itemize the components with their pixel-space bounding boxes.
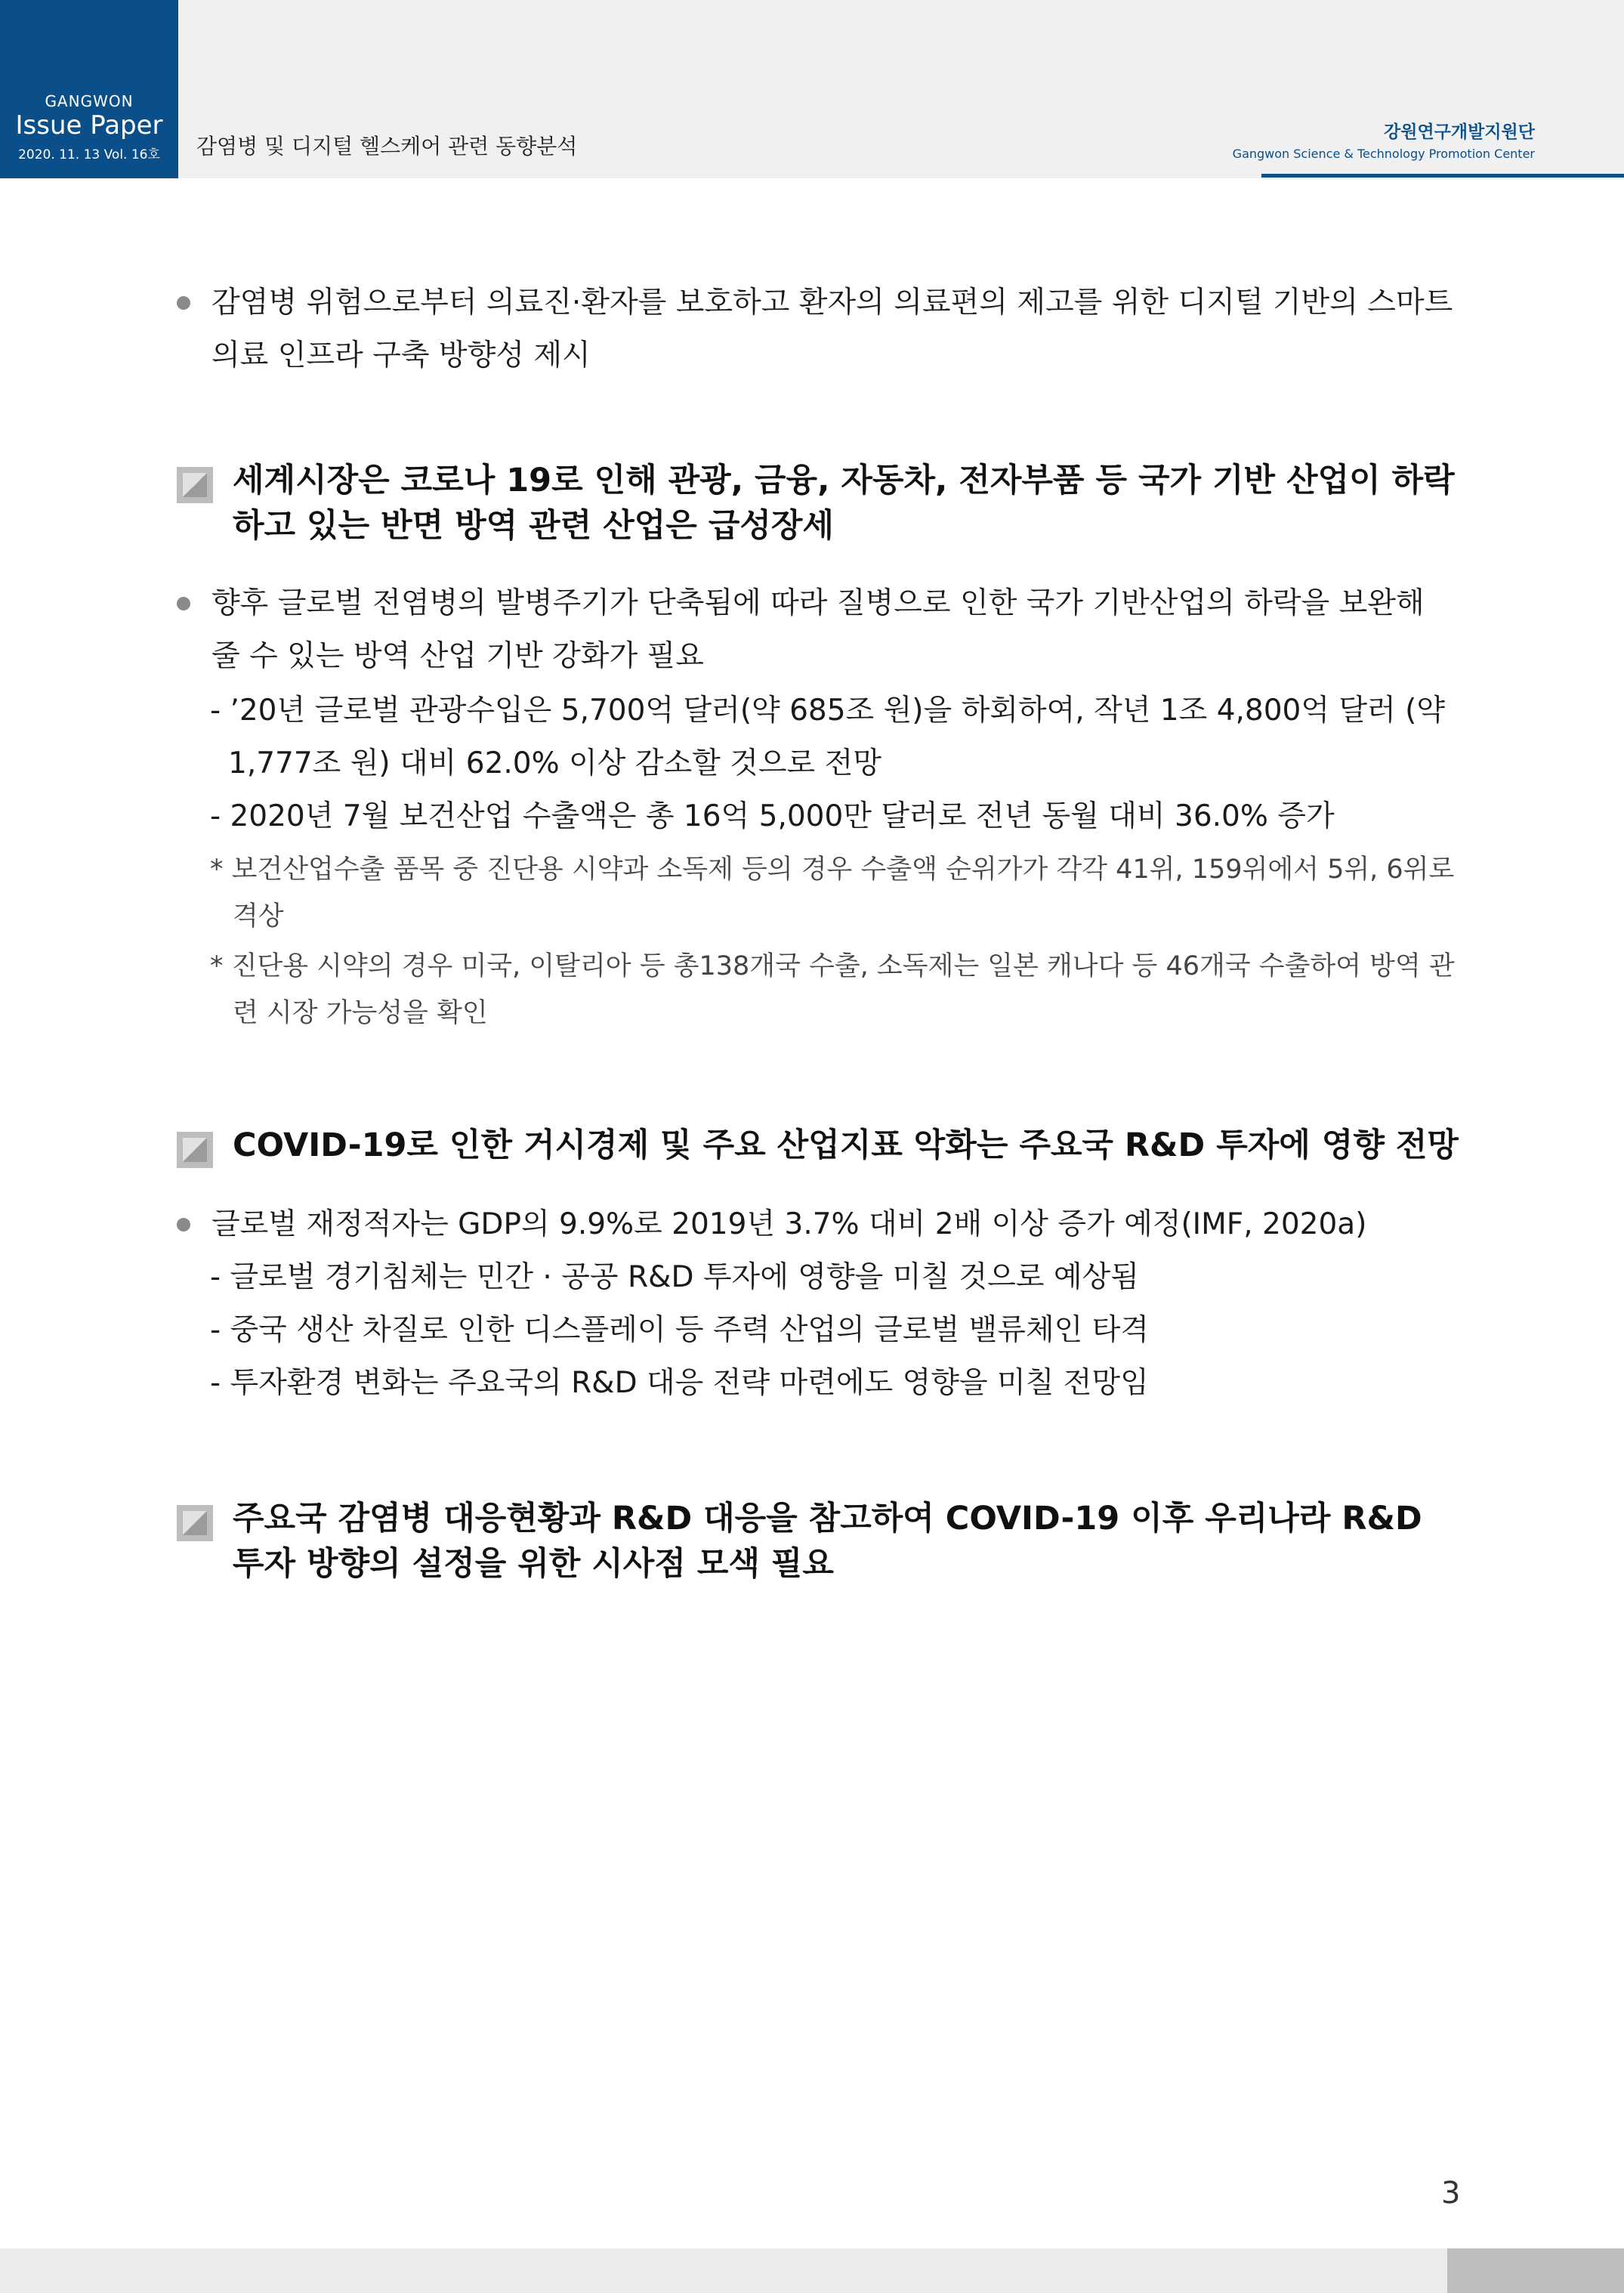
sub-item: - 2020년 7월 보건산업 수출액은 총 16억 5,000만 달러로 전년 동월 대비 36.0% 증가	[210, 799, 1335, 833]
square-marker-icon	[177, 1505, 213, 1541]
document-title: 감염병 및 디지털 헬스케어 관련 동향분석	[196, 134, 578, 159]
bullet-item: 글로벌 재정적자는 GDP의 9.9%로 2019년 3.7% 대비 2배 이상 증가 예정(IMF, 2020a)	[177, 1198, 1453, 1251]
square-marker-icon	[177, 467, 213, 503]
brand-issue-date: 2020. 11. 13 Vol. 16호	[18, 147, 160, 162]
organization-name-en: Gangwon Science & Technology Promotion Center	[1232, 147, 1535, 161]
sub-item: - 중국 생산 차질로 인한 디스플레이 등 주력 산업의 글로벌 밸류체인 타격	[210, 1313, 1149, 1347]
bullet-dot-icon	[177, 1218, 190, 1231]
sub-item: - ’20년 글로벌 관광수입은 5,700억 달러(약 685조 원)을 하회하여, 작년 1조 4,800억 달러 (약 1,777조 원) 대비 62.0% 이상 감소할 것으로 전망	[210, 694, 1446, 780]
section-heading: COVID-19로 인한 거시경제 및 주요 산업지표 악화는 주요국 R&D 투자에 영향 전망	[177, 1123, 1461, 1168]
issue-paper-logo	[0, 0, 178, 178]
organization-name-kr: 강원연구개발지원단	[1384, 122, 1535, 142]
footnote: * 진단용 시약의 경우 미국, 이탈리아 등 총138개국 수출, 소독제는 일본 캐나다 등 46개국 수출하여 방역 관련 시장 가능성을 확인	[210, 951, 1455, 1028]
section-heading: 주요국 감염병 대응현황과 R&D 대응을 참고하여 COVID-19 이후 우리나라 R&D 투자 방향의 설정을 위한 시사점 모색 필요	[177, 1496, 1461, 1587]
sub-item: - 투자환경 변화는 주요국의 R&D 대응 전략 마련에도 영향을 미칠 전망임	[210, 1366, 1149, 1400]
footnote: * 보건산업수출 품목 중 진단용 시약과 소독제 등의 경우 수출액 순위가가 각각 41위, 159위에서 5위, 6위로 격상	[210, 854, 1455, 932]
square-marker-icon	[177, 1132, 213, 1168]
bullet-item: 감염병 위험으로부터 의료진·환자를 보호하고 환자의 의료편의 제고를 위한 디지털 기반의 스마트 의료 인프라 구축 방향성 제시	[177, 277, 1453, 382]
section-heading: 세계시장은 코로나 19로 인해 관광, 금융, 자동차, 전자부품 등 국가 기반 산업이 하락하고 있는 반면 방역 관련 산업은 급성장세	[177, 458, 1461, 549]
page-number: 3	[1441, 2176, 1461, 2211]
brand-title: Issue Paper	[15, 110, 163, 141]
footer-accent-block	[1447, 2248, 1624, 2293]
bullet-dot-icon	[177, 296, 190, 310]
brand-region: GANGWON	[45, 92, 134, 110]
header-accent-line	[1261, 174, 1624, 178]
bullet-dot-icon	[177, 597, 190, 610]
sub-item: - 글로벌 경기침체는 민간 · 공공 R&D 투자에 영향을 미칠 것으로 예상됨	[210, 1260, 1139, 1294]
bullet-item: 향후 글로벌 전염병의 발병주기가 단축됨에 따라 질병으로 인한 국가 기반산업의 하락을 보완해 줄 수 있는 방역 산업 기반 강화가 필요	[177, 577, 1453, 683]
page-footer	[0, 2248, 1624, 2293]
